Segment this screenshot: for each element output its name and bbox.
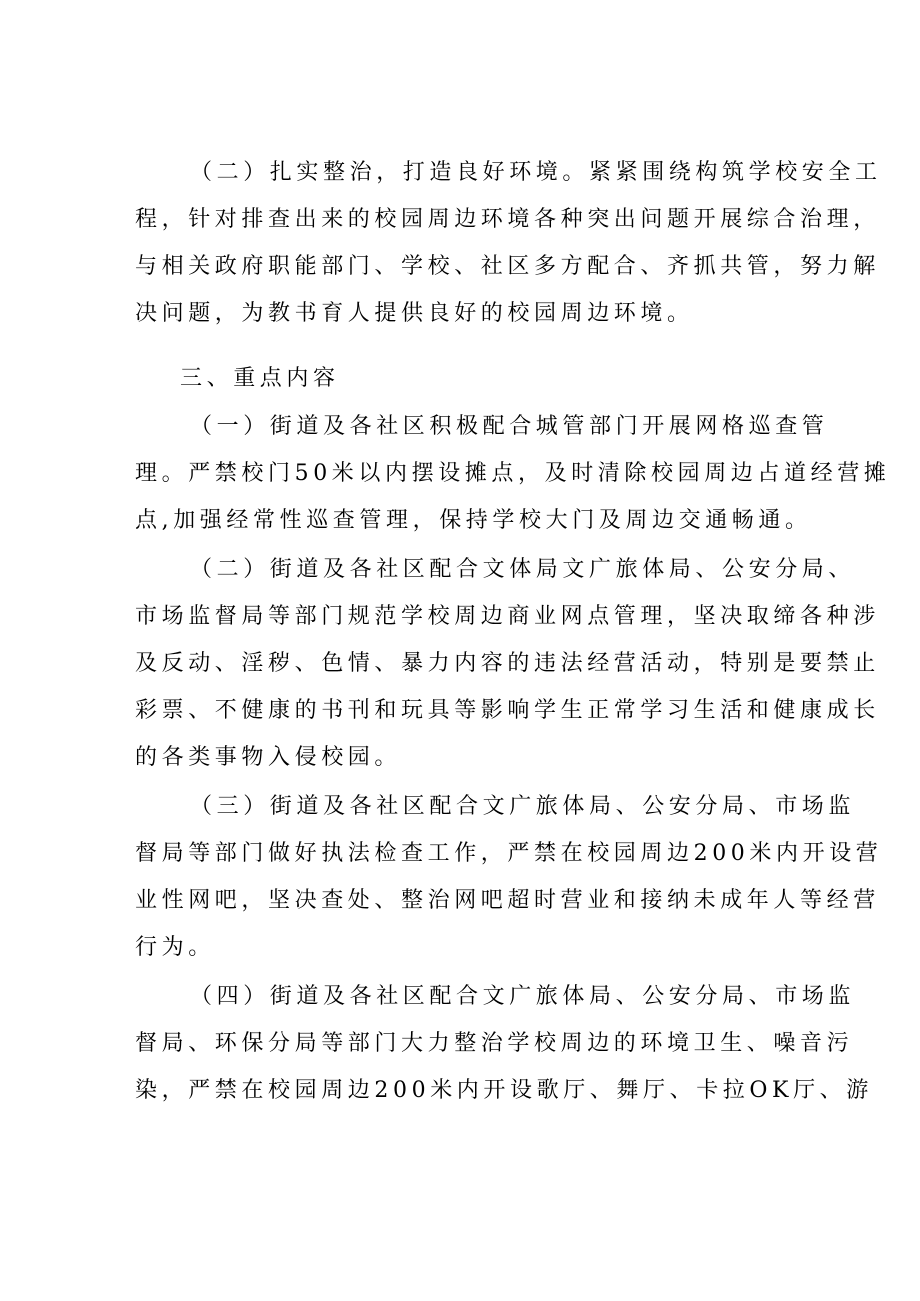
paragraph-line: 点,加强经常性巡查管理，保持学校大门及周边交通畅通。 xyxy=(135,508,812,533)
paragraph-line: 督局等部门做好执法检查工作，严禁在校园周边200米内开设营 xyxy=(135,841,883,866)
section-heading: 三、重点内容 xyxy=(180,366,340,391)
paragraph-line: 市场监督局等部门规范学校周边商业网点管理，坚决取缔各种涉 xyxy=(135,604,880,629)
paragraph-line: 程，针对排查出来的校园周边环境各种突出问题开展综合治理， xyxy=(135,207,880,232)
paragraph-line: （二）街道及各社区配合文体局文广旅体局、公安分局、 xyxy=(190,557,856,582)
paragraph-line: 染，严禁在校园周边200米内开设歌厅、舞厅、卡拉OK厅、游 xyxy=(135,1078,873,1103)
paragraph-line: （四）街道及各社区配合文广旅体局、公安分局、市场监 xyxy=(190,984,856,1009)
paragraph-line: 的各类事物入侵校园。 xyxy=(135,745,402,770)
paragraph-line: 业性网吧，坚决查处、整治网吧超时营业和接纳未成年人等经营 xyxy=(135,888,880,913)
paragraph-line: 行为。 xyxy=(135,935,215,960)
paragraph-line: 及反动、淫秽、色情、暴力内容的违法经营活动，特别是要禁止 xyxy=(135,651,880,676)
paragraph-line: （二）扎实整治，打造良好环境。紧紧围绕构筑学校安全工 xyxy=(190,160,882,185)
paragraph-line: 理。严禁校门50米以内摆设摊点，及时清除校园周边占道经营摊 xyxy=(135,461,891,486)
paragraph-line: 与相关政府职能部门、学校、社区多方配合、齐抓共管，努力解 xyxy=(135,254,880,279)
paragraph-line: （三）街道及各社区配合文广旅体局、公安分局、市场监 xyxy=(190,794,856,819)
paragraph-line: （一）街道及各社区积极配合城管部门开展网格巡查管 xyxy=(190,414,829,439)
paragraph-line: 督局、环保分局等部门大力整治学校周边的环境卫生、噪音污 xyxy=(135,1031,854,1056)
paragraph-line: 决问题，为教书育人提供良好的校园周边环境。 xyxy=(135,301,694,326)
paragraph-line: 彩票、不健康的书刊和玩具等影响学生正常学习生活和健康成长 xyxy=(135,698,880,723)
